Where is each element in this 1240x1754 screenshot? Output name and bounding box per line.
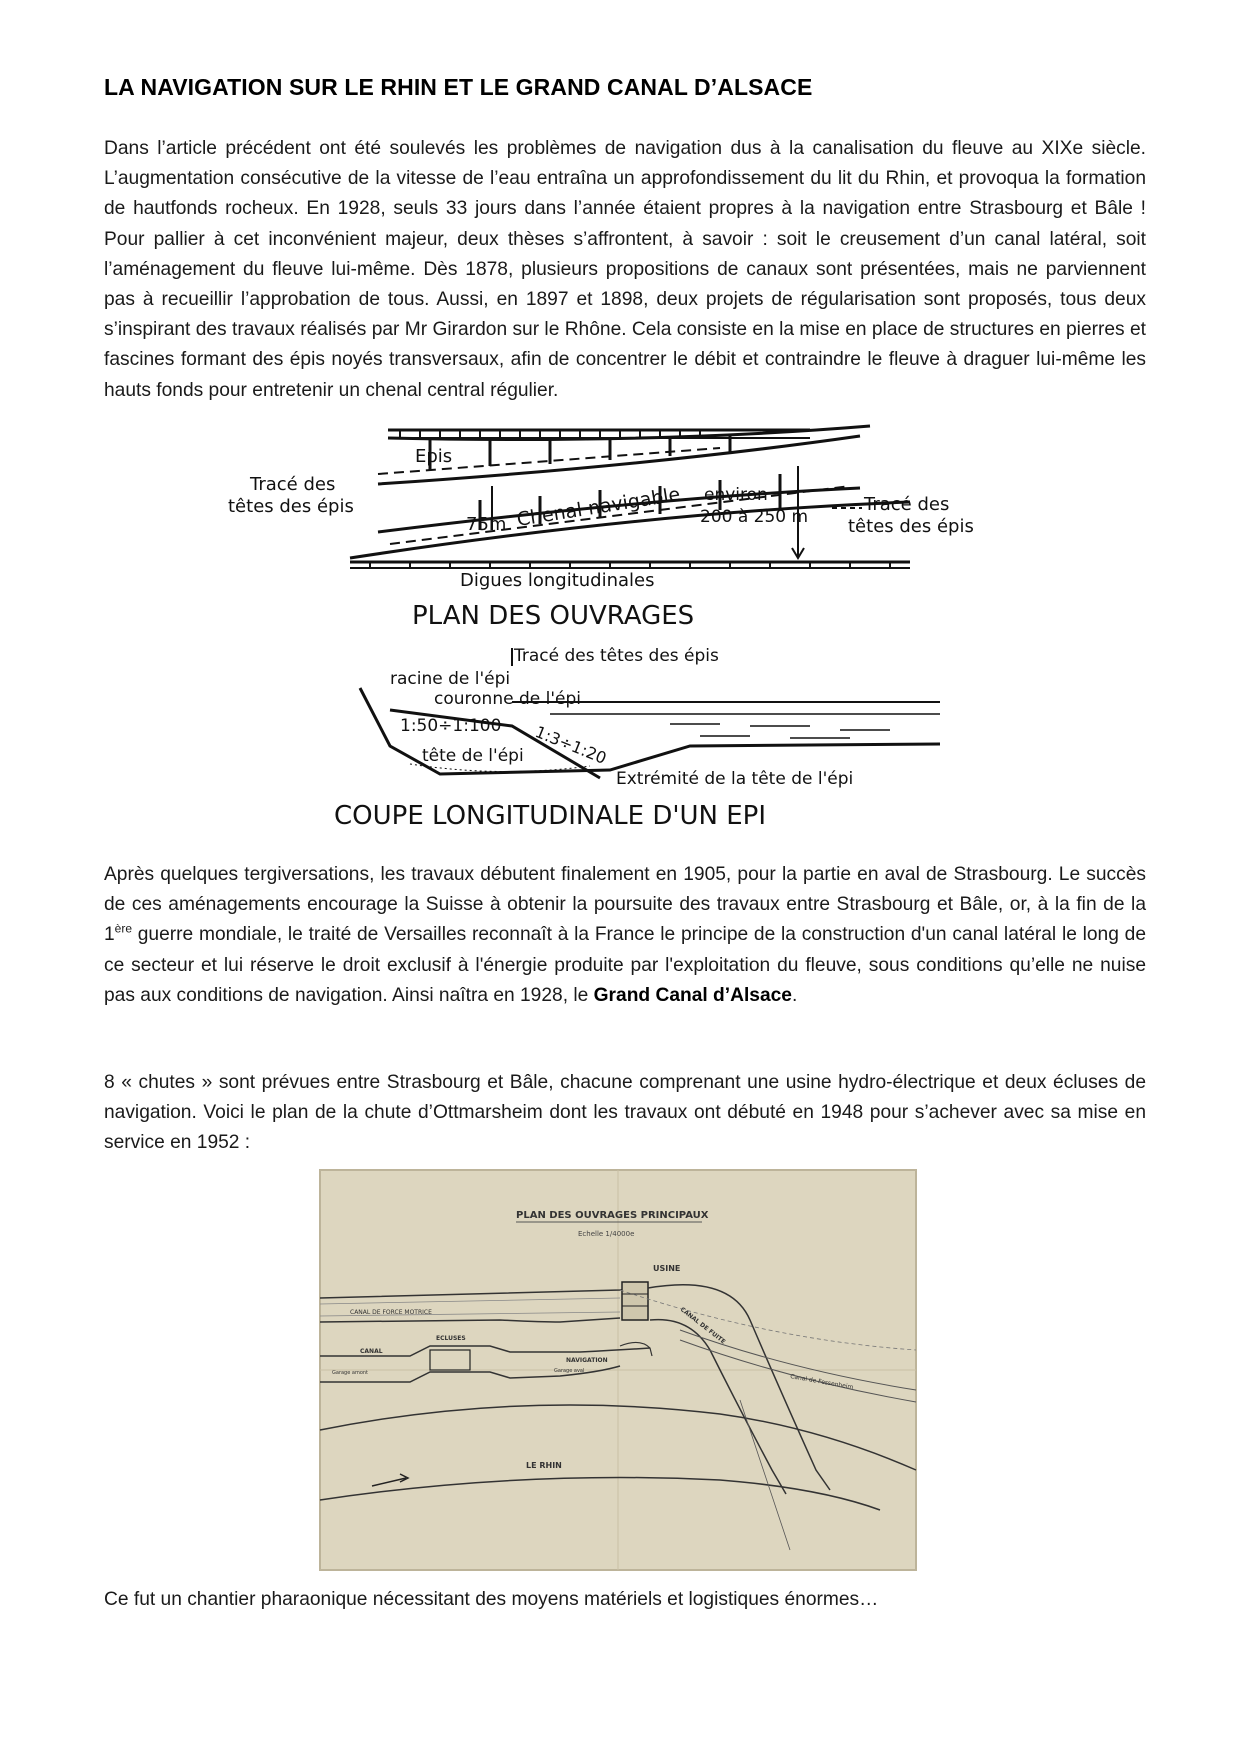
label-extremite: Extrémité de la tête de l'épi	[616, 769, 854, 789]
label-trace-right-2: têtes des épis	[848, 516, 974, 537]
label-garage-amont: Garage amont	[332, 1370, 369, 1376]
label-slope2: 1:3÷1:20	[532, 722, 610, 768]
label-epis: Epis	[415, 446, 453, 467]
label-trace-left-1: Tracé des	[250, 474, 336, 495]
plan-scale: Echelle 1/4000e	[578, 1230, 635, 1238]
label-width-200: 200 à 250 m	[700, 507, 809, 527]
page-title: LA NAVIGATION SUR LE RHIN ET LE GRAND CANAL D’ALSACE	[104, 74, 813, 100]
label-chenal: Chenal navigable	[515, 483, 682, 531]
label-canal-force: CANAL DE FORCE MOTRICE	[350, 1309, 432, 1316]
label-trace-right-1: Tracé des	[864, 494, 950, 515]
paragraph-intro: Dans l’article précédent ont été soulevés les problèmes de navigation dus à la canalisation du fleuve au XIXe siècle. L’augmentation consécutive de la vitesse de l’eau entraîna un approfondissement du lit du Rhin, et provoqua la formation de hautfonds rocheux. En 1928, seuls 33 jours dans l’année étaient propres à la navigation entre Strasbourg et Bâle ! Pour pallier à cet inconvénient majeur, deux thèses s’affrontent, à savoir : soit le creusement d’un canal latéral, soit l’aménagement du fleuve lui-même. Dès 1878, plusieurs propositions de canaux sont présentées, mais ne parviennent pas à recueillir l’approbation de tous. Aussi, en 1897 et 1898, deux projets de régularisation sont proposés, tous deux s’inspirant des travaux réalisés par Mr Girardon sur le Rhône. Cela consiste en la mise en place de structures en pierres et fascines formant des épis noyés transversaux, afin de concentrer le débit et contraindre le fleuve à draguer lui-même les hauts fonds pour entretenir un chenal central régulier.	[104, 138, 1146, 401]
plan-principal-title: PLAN DES OUVRAGES PRINCIPAUX	[516, 1210, 709, 1221]
label-tete: tête de l'épi	[422, 746, 524, 766]
coupe-title: COUPE LONGITUDINALE D'UN EPI	[334, 801, 767, 831]
label-couronne: couronne de l'épi	[434, 689, 581, 709]
label-digues: Digues longitudinales	[460, 570, 655, 591]
superscript-ere: ère	[114, 922, 133, 937]
label-navigation: NAVIGATION	[566, 1357, 608, 1364]
label-canal-fuite: CANAL DE FUITE	[678, 1306, 727, 1346]
label-environ: environ	[704, 485, 768, 505]
label-width-75: 75m	[466, 514, 507, 535]
paragraph-history	[104, 860, 1146, 1011]
label-trace-left-2: têtes des épis	[228, 496, 354, 517]
grand-canal-bold: Grand Canal d’Alsace	[593, 984, 792, 1006]
paragraph-history-part2: guerre mondiale, le traité de Versailles reconnaît à la France le principe de la construction d'un canal latéral le long de ce secteur et lui réserve le droit exclusif à l'énergie produite par l'exploitation du fleuve, sous conditions qu’elle ne nuise pas aux conditions de navigation. Ainsi naîtra en 1928, le	[104, 924, 1146, 1006]
label-ecluses: ECLUSES	[436, 1335, 466, 1342]
ottmarsheim-plan	[320, 1170, 916, 1570]
label-canal: CANAL	[360, 1348, 383, 1355]
groyne-diagram	[228, 426, 1020, 840]
label-canal-fessenheim: Canal de Fessenheim	[789, 1373, 854, 1392]
paragraph-history-part3: .	[791, 984, 798, 1006]
label-le-rhin: LE RHIN	[526, 1461, 562, 1470]
paragraph-chutes: 8 « chutes » sont prévues entre Strasbourg et Bâle, chacune comprenant une usine hydro-électrique et deux écluses de navigation. Voici le plan de la chute d’Ottmarsheim dont les travaux ont débuté en 1948 pour s’achever avec sa mise en service en 1952 :	[104, 1072, 1146, 1154]
label-trace-top: Tracé des têtes des épis	[514, 646, 719, 666]
label-slope1: 1:50÷1:100	[400, 716, 502, 736]
plan-title: PLAN DES OUVRAGES	[412, 601, 695, 631]
paragraph-conclusion: Ce fut un chantier pharaonique nécessitant des moyens matériels et logistiques énormes…	[104, 1589, 879, 1610]
label-garage-aval: Garage aval	[554, 1368, 585, 1374]
paragraph-history-part1: Après quelques tergiversations, les travaux débutent finalement en 1905, pour la partie en aval de Strasbourg. Le succès de ces aménagements encourage la Suisse à obtenir la poursuite des travaux entre Strasbourg et Bâle, or, à la fin de la 1	[104, 864, 1146, 946]
label-racine: racine de l'épi	[390, 669, 511, 689]
label-usine: USINE	[653, 1264, 681, 1273]
